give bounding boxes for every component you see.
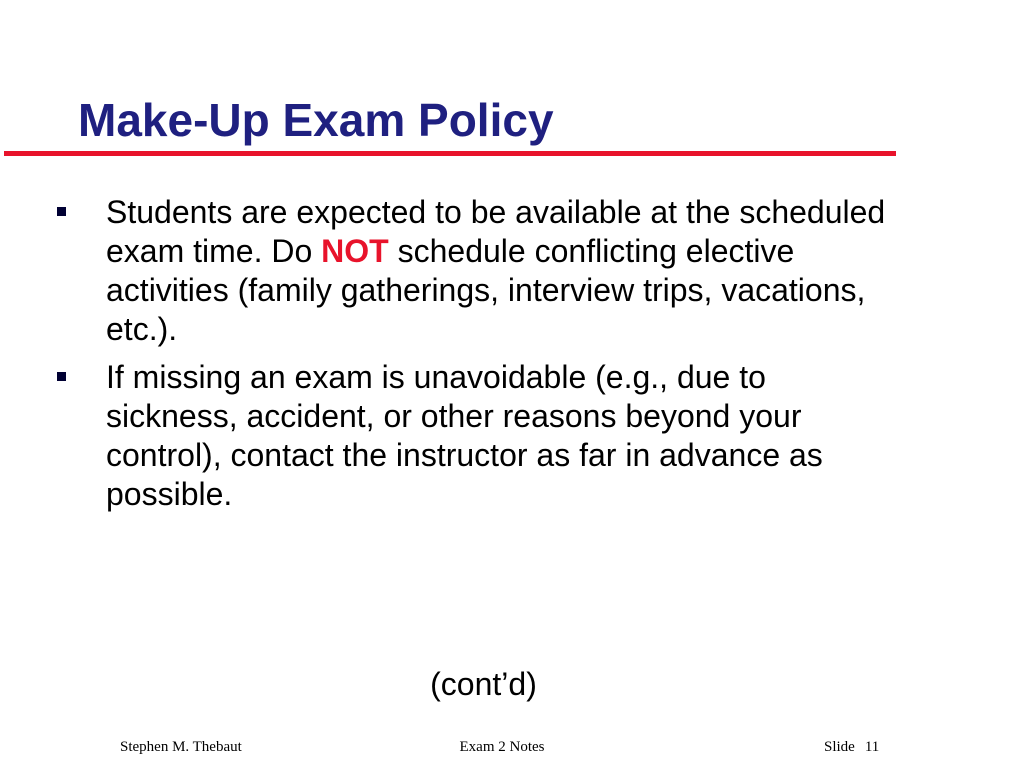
footer-author: Stephen M. Thebaut xyxy=(120,739,242,755)
bullet-text: If missing an exam is unavoidable (e.g., due to sickness, accident, or other reasons beyond your control), contact the instructor as far in advance as possible. xyxy=(106,359,823,512)
continuation-note: (cont’d) xyxy=(430,666,537,702)
emphasis-not: NOT xyxy=(321,233,389,269)
square-bullet-icon xyxy=(57,372,66,381)
title-underline-rule xyxy=(4,151,896,156)
bullet-item-availability xyxy=(0,193,896,349)
footer-slide-number xyxy=(824,738,879,756)
square-bullet-icon xyxy=(57,207,66,216)
bullet-list xyxy=(0,193,1024,523)
slide-title: Make-Up Exam Policy xyxy=(78,94,554,146)
bullet-item-missing-exam xyxy=(0,358,896,514)
footer-slide-value: 11 xyxy=(864,739,880,755)
footer-course: Exam 2 Notes xyxy=(459,739,545,755)
bullet-text-before: Students are expected to be available at the scheduled exam time. Do xyxy=(106,194,886,269)
bullet-text-after: schedule conflicting elective activities (family gatherings, interview trips, vacations, etc.). xyxy=(106,233,866,347)
footer-slide-label: Slide xyxy=(824,739,855,755)
